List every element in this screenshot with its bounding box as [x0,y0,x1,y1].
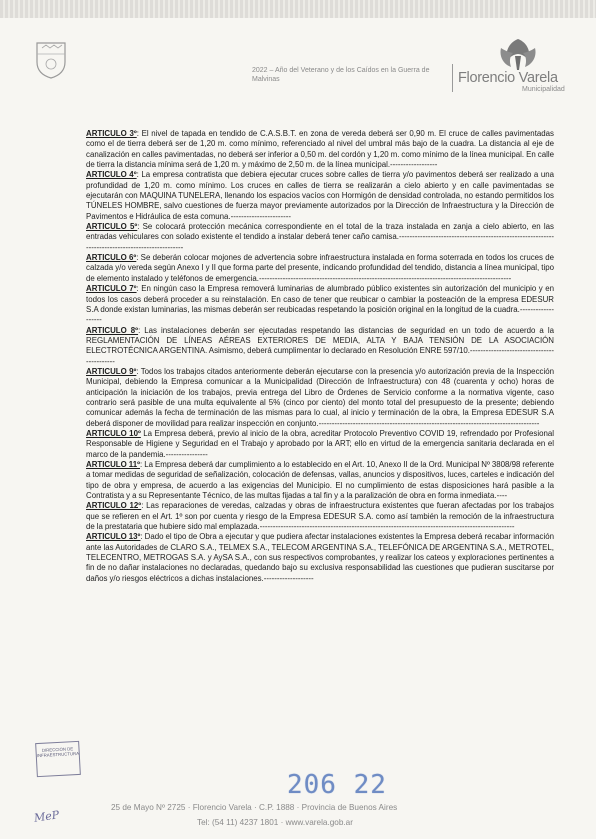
article-13 [86,532,554,584]
article-3 [86,129,554,170]
article-8 [86,326,554,367]
footer-address: 25 de Mayo Nº 2725 · Florencio Varela · C.P. 1888 · Provincia de Buenos Aires [111,803,398,812]
article-11 [86,460,554,501]
office-stamp: DIRECCION DE INFRAESTRUCTURA [35,741,81,777]
article-label: ARTICULO 5º [86,222,138,232]
article-text: : La empresa contratista que debiera ejecutar cruces sobre calles de tierra y/o pavimentos deberá ser realizado a una profundidad de 1,20 m. como mínimo. Los cruces en calles de tierra se realizarán a cielo abierto y en calle pavimentadas se ejecutarán con MAQUINA TUNELERA, llenando los espacios vacíos con Hormigón de densidad controlada, no estando permitidos los TÚNELES HOMBRE, salvo cuestiones de fuerza mayor previamente autorizados por la Dirección de Infraestructura y la Dirección de Pavimentos e Hidráulica de esta comuna.----------------------- [86,170,554,221]
year-motto: 2022 – Año del Veterano y de los Caídos en la Guerra de Malvinas [252,67,430,83]
article-text: : La Empresa deberá dar cumplimiento a lo establecido en el Art. 10, Anexo II de la Ord. Municipal Nº 3808/98 referente a tomar medidas de seguridad de señalización, colocación de defensas, vallas, anuncios y dispositivos, luces, carteles e indicación del tipo de obra y empresa, de acuerdo a las exigencias del Municipio. El no cumplimiento de estas disposiciones hará pasible a la Contratista y a su Representante Técnico, de las multas fijadas a tal fin y a la paralización de obra en forma inmediata.---- [86,460,554,501]
article-label: ARTICULO 13º [86,532,141,542]
article-10 [86,429,554,460]
page-number-stamp: 206 22 [287,770,387,800]
article-text: : Se deberán colocar mojones de advertencia sobre infraestructura instalada en forma soterrada en todos los cruces de calzada y/o vereda según Anexo I y II que forma parte del presente, indicando profundidad del tendido, distancia a línea municipal, tipo de elemento instalado y teléfonos de emergencia.------------------------------------------------------------------------------------------------ [86,253,554,283]
article-6 [86,253,554,284]
article-text: : En ningún caso la Empresa removerá luminarias de alumbrado público existentes sin autorización del municipio y en todos los casos deberá proceder a su reinstalación. En caso de tener que reubicar o cambiar la posteación de la empresa EDESUR S.A donde existan luminarias, las mismas deberán ser reubicadas respetando la posición original en la longitud de la cuadra.------------------- [86,284,554,325]
article-label: ARTICULO 10º [86,428,141,438]
article-text: : Todos los trabajos citados anteriormente deberán ejecutarse con la presencia y/o autorización previa de la Inspección Municipal, debiendo la Empresa comunicar a la Municipalidad (Dirección de Infraestructura) con 48 (cuarenta y ocho) horas de anticipación la iniciación de los trabajos, previa entrega del Libro de Órdenes de Servicio conforme a la normativa vigente, caso contrario será pasible de una multa equivalente al 5% (cinco por ciento) del monto total del presupuesto de la presente; debiendo comunicar además la fecha de terminación de las mismas para lo cual, al inicio y terminación de la obra, la Empresa EDESUR S.A deberá disponer de movilidad para realizar inspección en conjunto.------------------------------------------------------------------------------------ [86,366,554,428]
article-9 [86,367,554,429]
article-text: : Dado el tipo de Obra a ejecutar y que pudiera afectar instalaciones existentes la Empresa deberá recabar información ante las Autoridades de CLARO S.A., TELMEX S.A., TELECOM ARGENTINA S.A., TELEFÓNICA DE ARGENTINA S.A., METROTEL, TELECENTRO, METROGAS S.A. y AySA S.A., con sus respectivos comprobantes, y realizar los cateos y exploraciones pertinentes a fin de no dañar instalaciones no declaradas, quedando bajo su exclusiva responsabilidad las cuestiones que pudieran suscitarse por daños y/o riesgos eléctricos a dichas instalaciones.------------------- [86,532,554,583]
header-divider [452,64,453,92]
article-label: ARTICULO 4º [86,170,137,180]
article-4 [86,170,554,222]
article-label: ARTICULO 9º [86,366,137,376]
article-text: : El nivel de tapada en tendido de C.A.S.B.T. en zona de vereda deberá ser 0,90 m. El cruce de calles pavimentadas como el de tierra deberá ser de 1,20 m. como mínimo, referenciado al nivel del umbral más bajo de la cuadra. La distancia al eje de canalización en calles pavimentadas, no deberá ser inferior a 0,50 m. del cordón y 1,20 m. como mínimo de la línea municipal. En calle de tierra la distancia mínima será de 1,20 m. y máximo de 2,50 m. de la línea municipal.------------------ [86,129,554,170]
document-body [86,129,554,584]
article-text: La Empresa deberá, previo al inicio de la obra, acreditar Protocolo Preventivo COVID 19, refrendado por Profesional Responsable de Higiene y Seguridad en el Trabajo y aprobado por la ART; ello en virtud de la emergencia sanitaria declarada en el marco de la pandemia.---------------- [86,428,554,459]
logo-subtitle: Municipalidad [522,86,565,93]
article-text: : Las instalaciones deberán ser ejecutadas respetando las distancias de seguridad en un todo de acuerdo a la REGLAMENTACIÓN DE LÍNEAS AÉREAS EXTERIORES DE MEDIA, ALTA Y BAJA TENSIÓN DE LA ASOCIACIÓN ELECTROTÉCNICA ARGENTINA. Asimismo, deberá cumplimentar lo declarado en Resolución ENRE 597/10.------------------------------------------- [86,325,555,366]
article-text: : Las reparaciones de veredas, calzadas y obras de infraestructura existentes que fueran afectadas por los trabajos que se refieren en el Art. 1º son por cuenta y riesgo de la Empresa EDESUR S.A. como así también la remoción de la infraestructura de la prestataria que hubiere sido mal emplazada.------------------------------------------------------------------------------------------------- [86,501,554,532]
handwritten-initials: MeP [33,808,60,825]
article-label: ARTICULO 12º [86,501,142,511]
scan-edge-band [0,0,596,18]
article-label: ARTICULO 8º [86,325,139,335]
article-label: ARTICULO 3º [86,129,137,138]
article-label: ARTICULO 7º [86,284,137,294]
article-7 [86,284,554,325]
article-12 [86,501,554,532]
article-5 [86,222,554,253]
florencio-varela-logo-icon [495,36,541,72]
logo-wordmark: Florencio Varela [458,70,558,86]
article-label: ARTICULO 6º [86,253,137,263]
footer-phone: Tel: (54 11) 4237 1801 · www.varela.gob.ar [197,818,353,827]
article-text: : Se colocará protección mecánica correspondiente en el total de la traza instalada en zanja a cielo abierto, en las entradas vehiculares con solado existente el tendido a instalar deberá tener caño camisa.------------------------------------------------------------------------------------------------ [86,222,554,252]
article-label: ARTICULO 11º [86,460,140,469]
municipal-crest-icon [34,40,68,80]
